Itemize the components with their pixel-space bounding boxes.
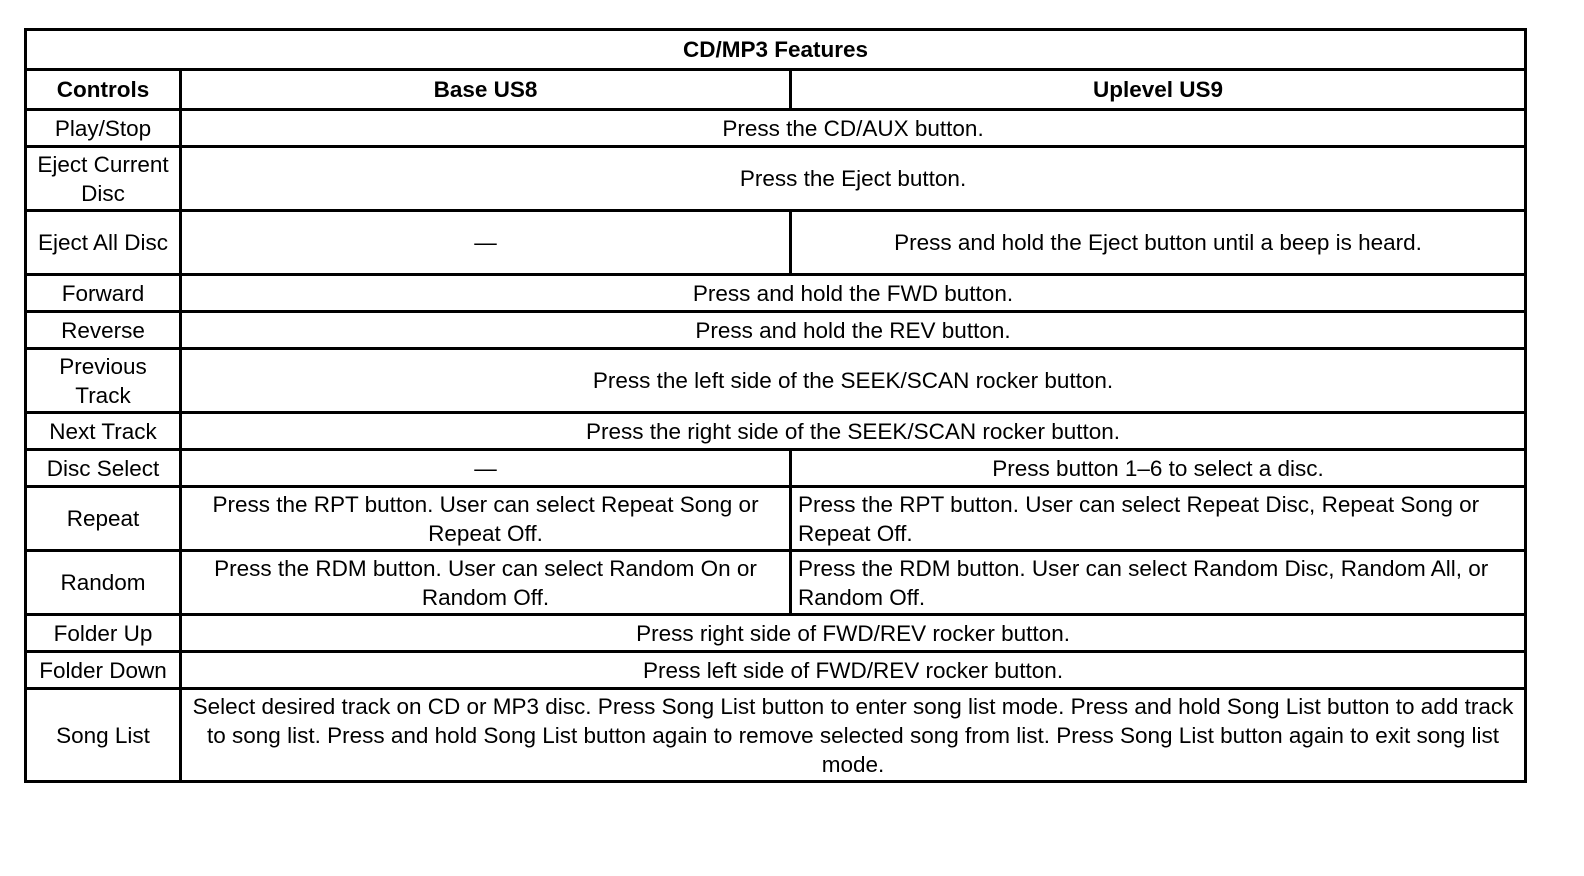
base-cell: Press the RDM button. User can select Random On or Random Off. [181,551,791,615]
header-base: Base US8 [181,70,791,110]
table-row [26,551,1526,615]
table-row [26,312,1526,349]
control-cell: Song List [26,689,181,782]
table-row [26,275,1526,312]
control-cell: Disc Select [26,450,181,487]
action-cell: Select desired track on CD or MP3 disc. Press Song List button to enter song list mode. Press and hold Song List button to add track to song list. Press and hold Song List button again to remove selected song from list. Press Song List button again to exit song list mode. [181,689,1526,782]
title-row [26,30,1526,70]
uplevel-cell: Press the RPT button. User can select Repeat Disc, Repeat Song or Repeat Off. [791,487,1526,551]
control-cell: Folder Up [26,615,181,652]
uplevel-cell: Press button 1–6 to select a disc. [791,450,1526,487]
action-cell: Press and hold the FWD button. [181,275,1526,312]
action-cell: Press right side of FWD/REV rocker button. [181,615,1526,652]
table-row [26,487,1526,551]
action-cell: Press left side of FWD/REV rocker button. [181,652,1526,689]
table-row [26,652,1526,689]
uplevel-cell: Press the RDM button. User can select Random Disc, Random All, or Random Off. [791,551,1526,615]
action-cell: Press the CD/AUX button. [181,110,1526,147]
header-row [26,70,1526,110]
table-row [26,147,1526,211]
base-cell: Press the RPT button. User can select Repeat Song or Repeat Off. [181,487,791,551]
table-row [26,689,1526,782]
action-cell: Press the right side of the SEEK/SCAN rocker button. [181,413,1526,450]
control-cell: Next Track [26,413,181,450]
base-cell: — [181,450,791,487]
cd-mp3-features-table [24,28,1527,783]
control-cell: Eject All Disc [26,211,181,275]
table-row [26,211,1526,275]
action-cell: Press and hold the REV button. [181,312,1526,349]
control-cell: Eject Current Disc [26,147,181,211]
table-title: CD/MP3 Features [26,30,1526,70]
control-cell: Forward [26,275,181,312]
control-cell: Folder Down [26,652,181,689]
control-cell: Previous Track [26,349,181,413]
uplevel-cell: Press and hold the Eject button until a beep is heard. [791,211,1526,275]
control-cell: Random [26,551,181,615]
control-cell: Reverse [26,312,181,349]
action-cell: Press the Eject button. [181,147,1526,211]
table-row [26,413,1526,450]
table-row [26,349,1526,413]
table-row [26,450,1526,487]
action-cell: Press the left side of the SEEK/SCAN rocker button. [181,349,1526,413]
control-cell: Repeat [26,487,181,551]
table-row [26,110,1526,147]
table-row [26,615,1526,652]
control-cell: Play/Stop [26,110,181,147]
base-cell: — [181,211,791,275]
header-uplevel: Uplevel US9 [791,70,1526,110]
header-controls: Controls [26,70,181,110]
